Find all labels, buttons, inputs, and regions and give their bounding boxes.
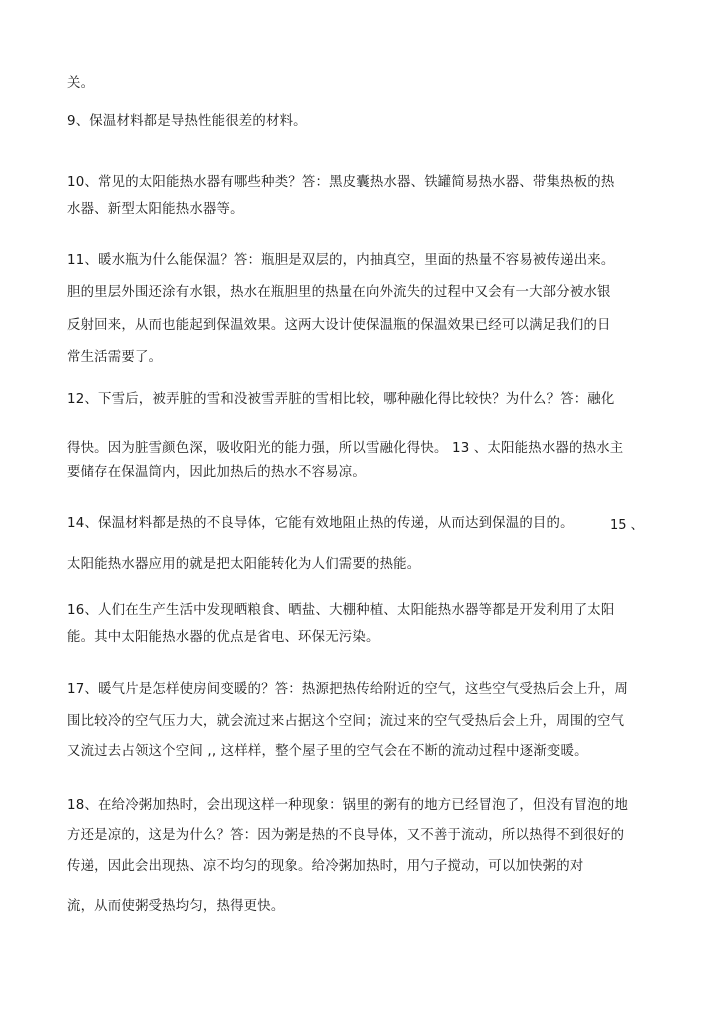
text-line: 14、保温材料都是热的不良导体，它能有效地阻止热的传递，从而达到保温的目的。 xyxy=(67,516,574,531)
text-line: 能。其中太阳能热水器的优点是省电、环保无污染。 xyxy=(67,630,380,645)
text-line: 传递，因此会出现热、凉不均匀的现象。给冷粥加热时，用勺子搅动，可以加快粥的对 xyxy=(67,859,584,874)
text-line: 要储存在保温筒内，因此加热后的热水不容易凉。 xyxy=(67,465,366,480)
text-line: 太阳能热水器应用的就是把太阳能转化为人们需要的热能。 xyxy=(67,557,421,572)
text-line: 方还是凉的，这是为什么？答：因为粥是热的不良导体，又不善于流动，所以热得不到很好的 xyxy=(67,828,625,843)
text-line: 反射回来，从而也能起到保温效果。这两大设计使保温瓶的保温效果已经可以满足我们的日 xyxy=(67,318,611,333)
text-line: 18、在给冷粥加热时，会出现这样一种现象：锅里的粥有的地方已经冒泡了，但没有冒泡的地 xyxy=(67,798,629,813)
text-line: 又流过去占领这个空间 ,, 这样样，整个屋子里的空气会在不断的流动过程中逐渐变暖。 xyxy=(67,744,588,759)
text-line: 9、保温材料都是导热性能很差的材料。 xyxy=(67,114,307,129)
text-line: 关。 xyxy=(67,76,95,91)
text-line: 胆的里层外围还涂有水银，热水在瓶胆里的热量在向外流失的过程中又会有一大部分被水银 xyxy=(67,285,611,300)
text-line: 围比较冷的空气压力大，就会流过来占据这个空间；流过来的空气受热后会上升，周围的空气 xyxy=(67,714,625,729)
text-line: 16、人们在生产生活中发现晒粮食、晒盐、大棚种植、太阳能热水器等都是开发利用了太阳 xyxy=(67,603,615,618)
text-line: 常生活需要了。 xyxy=(67,350,163,365)
text-line: 水器、新型太阳能热水器等。 xyxy=(67,202,244,217)
text-fragment: 15 、 xyxy=(610,518,644,533)
text-line: 17、暖气片是怎样使房间变暖的？答：热源把热传给附近的空气，这些空气受热后会上升，周 xyxy=(67,682,629,697)
text-line: 12、下雪后，被弄脏的雪和没被雪弄脏的雪相比较，哪种融化得比较快？为什么？答：融化 xyxy=(67,392,615,407)
text-line: 10、常见的太阳能热水器有哪些种类？答：黑皮囊热水器、铁罐简易热水器、带集热板的热 xyxy=(67,175,615,190)
text-line: 流，从而使粥受热均匀，热得更快。 xyxy=(67,899,285,914)
text-line: 11、暖水瓶为什么能保温？答：瓶胆是双层的，内抽真空，里面的热量不容易被传递出来。 xyxy=(67,253,615,268)
text-line: 得快。因为脏雪颜色深，吸收阳光的能力强，所以雪融化得快。 13 、太阳能热水器的热水主 xyxy=(67,441,624,456)
